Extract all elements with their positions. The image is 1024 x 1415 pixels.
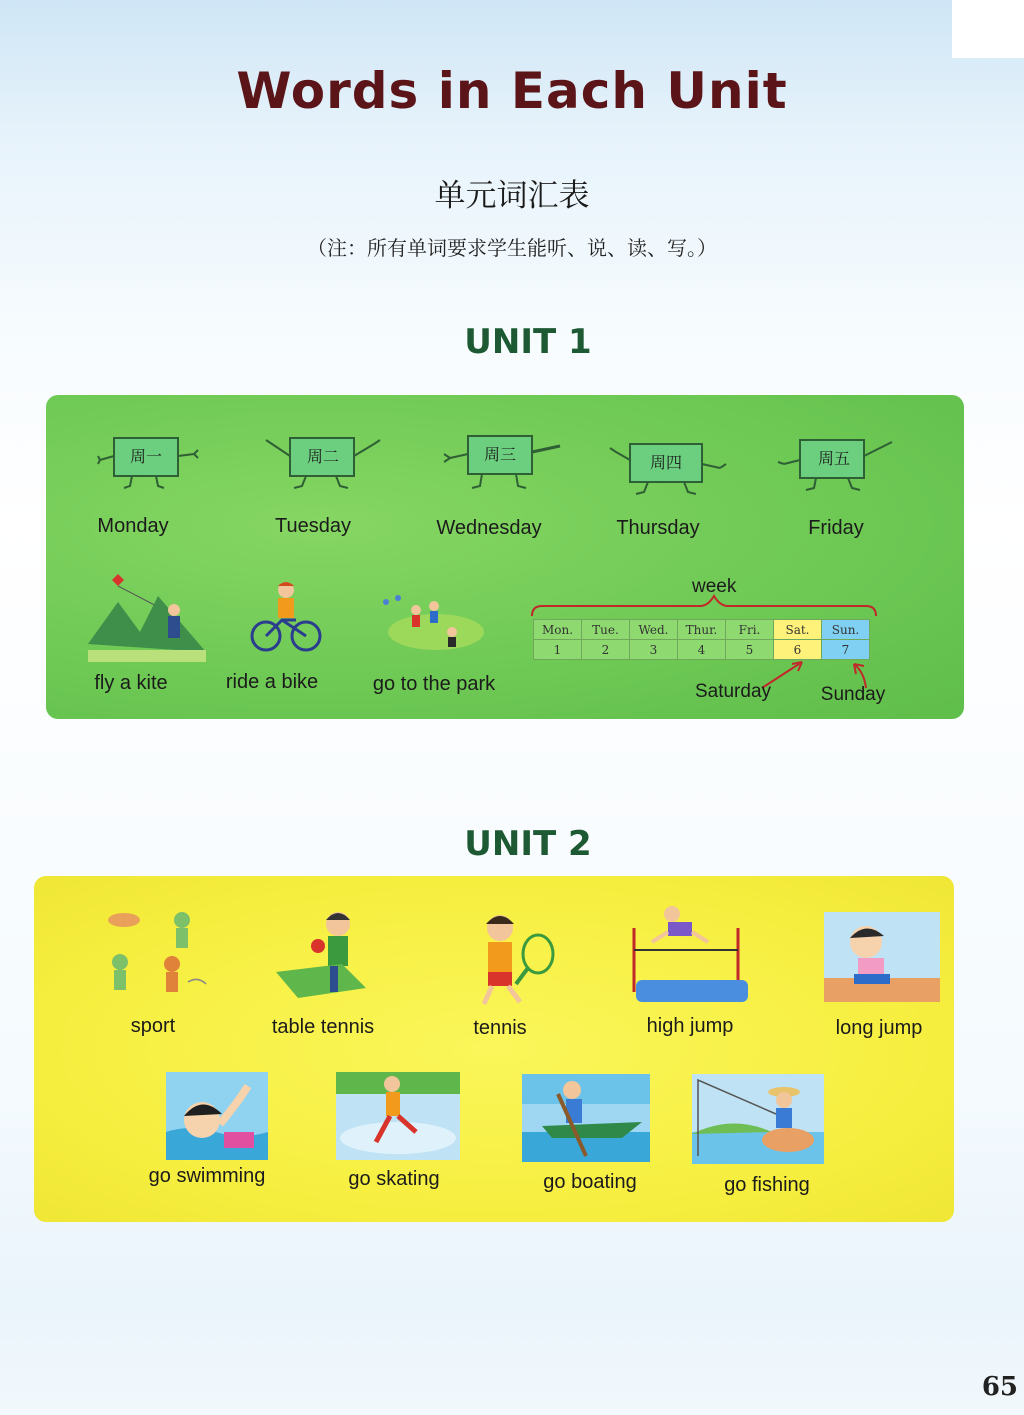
unit1-heading: UNIT 1 — [464, 322, 592, 362]
week-header-cell: Sun. — [822, 620, 870, 640]
week-brace — [530, 594, 880, 618]
word-friday: Friday — [808, 517, 864, 539]
day-label-cn: 周五 — [817, 449, 850, 468]
week-number-cell: 5 — [726, 640, 774, 660]
day-label-cn: 周四 — [649, 453, 682, 472]
word-monday: Monday — [97, 515, 169, 537]
chinese-note: （注：所有单词要求学生能听、说、读、写。） — [307, 236, 717, 260]
word-go-skating: go skating — [348, 1168, 440, 1190]
fly-a-kite-picture — [88, 572, 208, 667]
word-sport: sport — [130, 1015, 176, 1037]
day-card-thursday — [608, 438, 728, 498]
week-number-cell: 1 — [534, 640, 582, 660]
word-high-jump: high jump — [646, 1015, 734, 1037]
long-jump-picture — [824, 912, 940, 1007]
week-header-cell: Tue. — [582, 620, 630, 640]
week-table — [533, 619, 870, 660]
corner-blank — [952, 0, 1024, 58]
page-number: 65 — [981, 1372, 1018, 1402]
day-label-cn: 周二 — [306, 447, 339, 466]
go-fishing-picture — [692, 1074, 824, 1169]
word-saturday: Saturday — [694, 681, 772, 702]
week-label: week — [692, 576, 737, 597]
week-header-cell: Mon. — [534, 620, 582, 640]
word-go-to-the-park: go to the park — [372, 673, 496, 695]
word-wednesday: Wednesday — [436, 517, 542, 539]
go-boating-picture — [522, 1074, 650, 1167]
day-card-wednesday — [440, 430, 564, 492]
page-title: Words in Each Unit — [236, 62, 788, 120]
week-header-row — [534, 620, 870, 640]
week-header-cell: Wed. — [630, 620, 678, 640]
high-jump-picture — [628, 902, 752, 1011]
word-go-fishing: go fishing — [724, 1174, 810, 1196]
word-table-tennis: table tennis — [271, 1016, 375, 1038]
table-tennis-picture — [272, 906, 372, 1007]
week-number-cell: 2 — [582, 640, 630, 660]
day-card-monday — [96, 432, 200, 492]
word-ride-a-bike: ride a bike — [225, 671, 319, 693]
day-label-cn: 周三 — [483, 445, 516, 464]
week-number-cell: 3 — [630, 640, 678, 660]
week-number-cell: 7 — [822, 640, 870, 660]
week-header-cell: Fri. — [726, 620, 774, 640]
word-thursday: Thursday — [616, 517, 700, 539]
word-long-jump: long jump — [835, 1017, 923, 1039]
week-header-cell: Thur. — [678, 620, 726, 640]
go-swimming-picture — [166, 1072, 268, 1165]
word-go-swimming: go swimming — [148, 1165, 266, 1187]
word-go-boating: go boating — [543, 1171, 637, 1193]
week-header-cell: Sat. — [774, 620, 822, 640]
tennis-picture — [462, 906, 562, 1017]
week-number-cell: 4 — [678, 640, 726, 660]
go-to-the-park-picture — [376, 592, 486, 659]
unit2-heading: UNIT 2 — [464, 824, 592, 864]
day-card-tuesday — [264, 432, 382, 492]
week-number-cell: 6 — [774, 640, 822, 660]
go-skating-picture — [336, 1072, 460, 1165]
ride-a-bike-picture — [250, 580, 322, 659]
sport-picture — [102, 906, 212, 1007]
day-card-friday — [776, 434, 896, 494]
chinese-subtitle: 单元词汇表 — [434, 178, 590, 214]
word-tennis: tennis — [473, 1017, 527, 1039]
word-tuesday: Tuesday — [275, 515, 351, 537]
word-fly-a-kite: fly a kite — [94, 672, 168, 694]
word-sunday: Sunday — [820, 684, 886, 705]
day-label-cn: 周一 — [129, 447, 162, 466]
